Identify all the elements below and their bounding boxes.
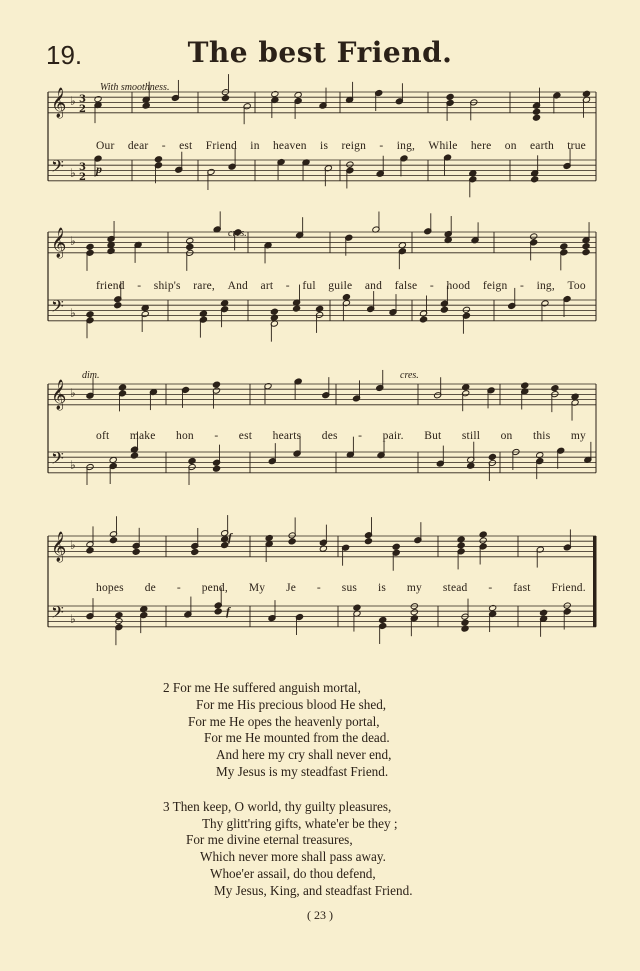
dynamic-cres-2: cres. bbox=[400, 370, 419, 381]
tempo-marking: With smoothness. bbox=[100, 82, 170, 93]
lyric-syllable: rare, bbox=[193, 280, 216, 292]
note-head bbox=[293, 305, 301, 312]
treble-clef-icon: 𝄞 bbox=[51, 88, 67, 118]
lyric-syllable: - bbox=[379, 140, 384, 152]
flat-icon: ♭ bbox=[70, 612, 76, 626]
treble-clef-icon: 𝄞 bbox=[51, 380, 67, 410]
note-head bbox=[364, 538, 372, 545]
lyric-syllable: While bbox=[428, 140, 458, 152]
verse-3 bbox=[0, 799, 640, 900]
bass-clef-icon: 𝄢 bbox=[51, 602, 64, 626]
lyric-line-4 bbox=[96, 582, 586, 594]
lyric-syllable: true bbox=[567, 140, 586, 152]
note-head bbox=[540, 609, 548, 616]
lyric-syllable: still bbox=[461, 430, 481, 442]
note-head bbox=[86, 547, 94, 554]
note-head bbox=[154, 156, 162, 163]
note-head bbox=[457, 542, 465, 549]
verse-text: For me He opes the heavenly portal, bbox=[188, 713, 380, 729]
verse-line bbox=[200, 849, 640, 866]
lyric-syllable: ing, bbox=[396, 140, 416, 152]
note-head bbox=[118, 384, 126, 391]
lyric-syllable: here bbox=[470, 140, 492, 152]
bass-clef-icon: 𝄢 bbox=[51, 296, 64, 320]
lyric-syllable: reign bbox=[341, 140, 367, 152]
note-head bbox=[489, 605, 497, 612]
dynamic-f-treble: f bbox=[228, 530, 232, 544]
lyric-syllable: hon bbox=[176, 430, 194, 442]
note-head bbox=[186, 243, 194, 250]
lyric-syllable: - bbox=[285, 280, 290, 292]
lyric-syllable: my bbox=[570, 430, 586, 442]
lyric-syllable: in bbox=[250, 140, 260, 152]
bass-clef-icon: 𝄢 bbox=[51, 156, 64, 180]
note-head bbox=[410, 609, 418, 616]
lyric-syllable: - bbox=[429, 280, 434, 292]
verse-line bbox=[202, 816, 640, 833]
lyric-syllable: friend bbox=[96, 280, 125, 292]
note-head bbox=[346, 161, 354, 168]
lyric-syllable: Je bbox=[286, 582, 297, 594]
verse-line bbox=[204, 730, 640, 747]
lyric-syllable: sus bbox=[341, 582, 358, 594]
note-head bbox=[488, 453, 496, 460]
lyric-syllable: hood bbox=[446, 280, 471, 292]
flat-icon: ♭ bbox=[70, 94, 76, 108]
note-head bbox=[114, 302, 122, 309]
hymn-number: 19. bbox=[46, 40, 83, 70]
lyric-syllable: on bbox=[504, 140, 517, 152]
lyric-syllable: make bbox=[129, 430, 156, 442]
verse-text: Then keep, O world, thy guilty pleasures, bbox=[172, 798, 392, 814]
lyric-syllable: is bbox=[320, 140, 329, 152]
verse-text: My Jesus is my steadfast Friend. bbox=[216, 763, 389, 779]
verse-text: Whoe'er assail, do thou defend, bbox=[210, 865, 376, 881]
lyric-syllable: oft bbox=[96, 430, 110, 442]
note-head bbox=[419, 316, 427, 323]
verse-line bbox=[163, 799, 640, 816]
verse-line bbox=[216, 764, 640, 781]
flat-icon: ♭ bbox=[70, 386, 76, 400]
note-head bbox=[461, 619, 469, 626]
lyric-syllable: on bbox=[500, 430, 513, 442]
note-head bbox=[521, 382, 529, 389]
time-signature: 2 bbox=[79, 104, 86, 115]
lyric-syllable: - bbox=[214, 430, 219, 442]
verse-text: For me His precious blood He shed, bbox=[196, 696, 387, 712]
lyric-syllable: feign bbox=[482, 280, 508, 292]
note-head bbox=[191, 548, 199, 555]
dynamic-f-bass: f bbox=[226, 604, 230, 618]
note-head bbox=[109, 537, 117, 544]
verse-text: And here my cry shall never end, bbox=[216, 747, 392, 763]
verse-line bbox=[214, 883, 640, 900]
verse-number: 3 bbox=[163, 798, 173, 814]
note-head bbox=[461, 625, 469, 632]
lyric-syllable: des bbox=[321, 430, 338, 442]
lyric-syllable: false bbox=[394, 280, 418, 292]
note-head bbox=[353, 604, 361, 611]
verse-text: For me He suffered anguish mortal, bbox=[172, 680, 361, 695]
lyric-syllable: Friend bbox=[205, 140, 237, 152]
verse-text: For me divine eternal treasures, bbox=[186, 832, 353, 848]
note-head bbox=[531, 176, 539, 183]
note-head bbox=[582, 243, 590, 250]
lyric-syllable: But bbox=[424, 430, 442, 442]
lyric-syllable: my bbox=[406, 582, 423, 594]
lyric-syllable: - bbox=[137, 280, 142, 292]
note-head bbox=[115, 618, 123, 625]
lyric-line-2 bbox=[96, 280, 586, 292]
hymn-title: The best Friend. bbox=[187, 36, 453, 69]
note-head bbox=[479, 537, 487, 544]
time-signature: 3 bbox=[79, 94, 86, 105]
dynamic-p: p bbox=[96, 162, 102, 176]
verse-line bbox=[163, 680, 640, 697]
flat-icon: ♭ bbox=[70, 458, 76, 472]
lyric-syllable: - bbox=[358, 430, 363, 442]
lyric-syllable: - bbox=[520, 280, 525, 292]
treble-clef-icon: 𝄞 bbox=[51, 532, 67, 562]
note-head bbox=[316, 305, 324, 312]
verse-text: For me He mounted from the dead. bbox=[204, 730, 390, 746]
verse-number: 2 bbox=[163, 680, 173, 695]
dynamic-cres-1: cres. bbox=[228, 228, 247, 239]
note-head bbox=[462, 384, 470, 391]
lyric-syllable: ship's bbox=[153, 280, 181, 292]
note-head bbox=[342, 294, 350, 301]
page-number: ( 23 ) bbox=[307, 908, 333, 922]
lyric-syllable: this bbox=[532, 430, 551, 442]
note-head bbox=[551, 385, 559, 392]
note-head bbox=[221, 95, 229, 102]
time-signature: 3 bbox=[79, 162, 86, 173]
note-head bbox=[462, 306, 470, 313]
note-head bbox=[86, 311, 94, 318]
note-head bbox=[560, 243, 568, 250]
note-head bbox=[199, 310, 207, 317]
note-head bbox=[107, 247, 115, 254]
note-head bbox=[582, 249, 590, 256]
verse-text: My Jesus, King, and steadfast Friend. bbox=[214, 882, 413, 898]
note-head bbox=[440, 306, 448, 313]
note-head bbox=[446, 93, 454, 100]
verse-line bbox=[188, 714, 640, 731]
note-head bbox=[563, 602, 571, 609]
flat-icon: ♭ bbox=[70, 306, 76, 320]
lyric-syllable: - bbox=[316, 582, 321, 594]
note-head bbox=[214, 608, 222, 615]
verse-line bbox=[216, 747, 640, 764]
note-head bbox=[532, 108, 540, 115]
lyric-line-3 bbox=[96, 430, 586, 442]
note-head bbox=[270, 308, 278, 315]
lyric-syllable: hearts bbox=[272, 430, 302, 442]
note-head bbox=[479, 531, 487, 538]
note-head bbox=[188, 457, 196, 464]
lyric-syllable: and bbox=[364, 280, 383, 292]
flat-icon: ♭ bbox=[70, 538, 76, 552]
additional-verses bbox=[0, 680, 640, 918]
lyric-syllable: - bbox=[176, 582, 181, 594]
lyric-syllable: est bbox=[179, 140, 193, 152]
lyric-syllable: - bbox=[488, 582, 493, 594]
dynamic-dim: dim. bbox=[82, 370, 100, 381]
note-head bbox=[379, 616, 387, 623]
note-head bbox=[221, 300, 229, 307]
lyric-syllable: pair. bbox=[382, 430, 404, 442]
lyric-syllable: art bbox=[260, 280, 274, 292]
note-head bbox=[212, 381, 220, 388]
lyric-syllable: pend, bbox=[201, 582, 228, 594]
lyric-syllable: Too bbox=[567, 280, 586, 292]
note-head bbox=[582, 90, 590, 97]
lyric-syllable: stead bbox=[442, 582, 468, 594]
lyric-syllable: is bbox=[377, 582, 387, 594]
treble-clef-icon: 𝄞 bbox=[51, 228, 67, 258]
lyric-syllable: est bbox=[238, 430, 253, 442]
note-head bbox=[115, 612, 123, 619]
lyric-syllable: ing, bbox=[536, 280, 555, 292]
note-head bbox=[271, 91, 279, 98]
lyric-syllable: hopes bbox=[96, 582, 124, 594]
note-head bbox=[265, 535, 273, 542]
note-head bbox=[132, 548, 140, 555]
lyric-syllable: fast bbox=[513, 582, 531, 594]
verse-line bbox=[186, 832, 640, 849]
note-head bbox=[86, 243, 94, 250]
bass-clef-icon: 𝄢 bbox=[51, 448, 64, 472]
lyric-syllable: dear bbox=[127, 140, 149, 152]
flat-icon: ♭ bbox=[70, 166, 76, 180]
note-head bbox=[457, 536, 465, 543]
flat-icon: ♭ bbox=[70, 234, 76, 248]
note-head bbox=[142, 102, 150, 109]
note-head bbox=[530, 233, 538, 240]
lyric-syllable: heaven bbox=[272, 140, 307, 152]
lyric-syllable: ful bbox=[302, 280, 316, 292]
verse-line bbox=[196, 697, 640, 714]
verse-text: Thy glitt'ring gifts, whate'er be they ; bbox=[202, 815, 398, 831]
lyric-syllable: guile bbox=[328, 280, 353, 292]
lyric-syllable: - bbox=[161, 140, 166, 152]
verse-text: Which never more shall pass away. bbox=[200, 849, 386, 865]
lyric-syllable: Our bbox=[96, 140, 115, 152]
lyric-syllable: And bbox=[227, 280, 248, 292]
lyric-syllable: My bbox=[248, 582, 266, 594]
note-head bbox=[130, 452, 138, 459]
lyric-syllable: earth bbox=[529, 140, 554, 152]
final-barline bbox=[593, 536, 596, 627]
lyric-syllable: de bbox=[144, 582, 156, 594]
note-head bbox=[467, 462, 475, 469]
note-head bbox=[94, 96, 102, 103]
note-head bbox=[288, 538, 296, 545]
lyric-syllable: Friend. bbox=[551, 582, 586, 594]
verse-2 bbox=[0, 680, 640, 781]
lyric-line-1 bbox=[96, 140, 586, 152]
time-signature: 2 bbox=[79, 172, 86, 183]
note-head bbox=[392, 543, 400, 550]
note-head bbox=[213, 465, 221, 472]
verse-line bbox=[210, 866, 640, 883]
note-head bbox=[186, 237, 194, 244]
note-head bbox=[532, 114, 540, 121]
